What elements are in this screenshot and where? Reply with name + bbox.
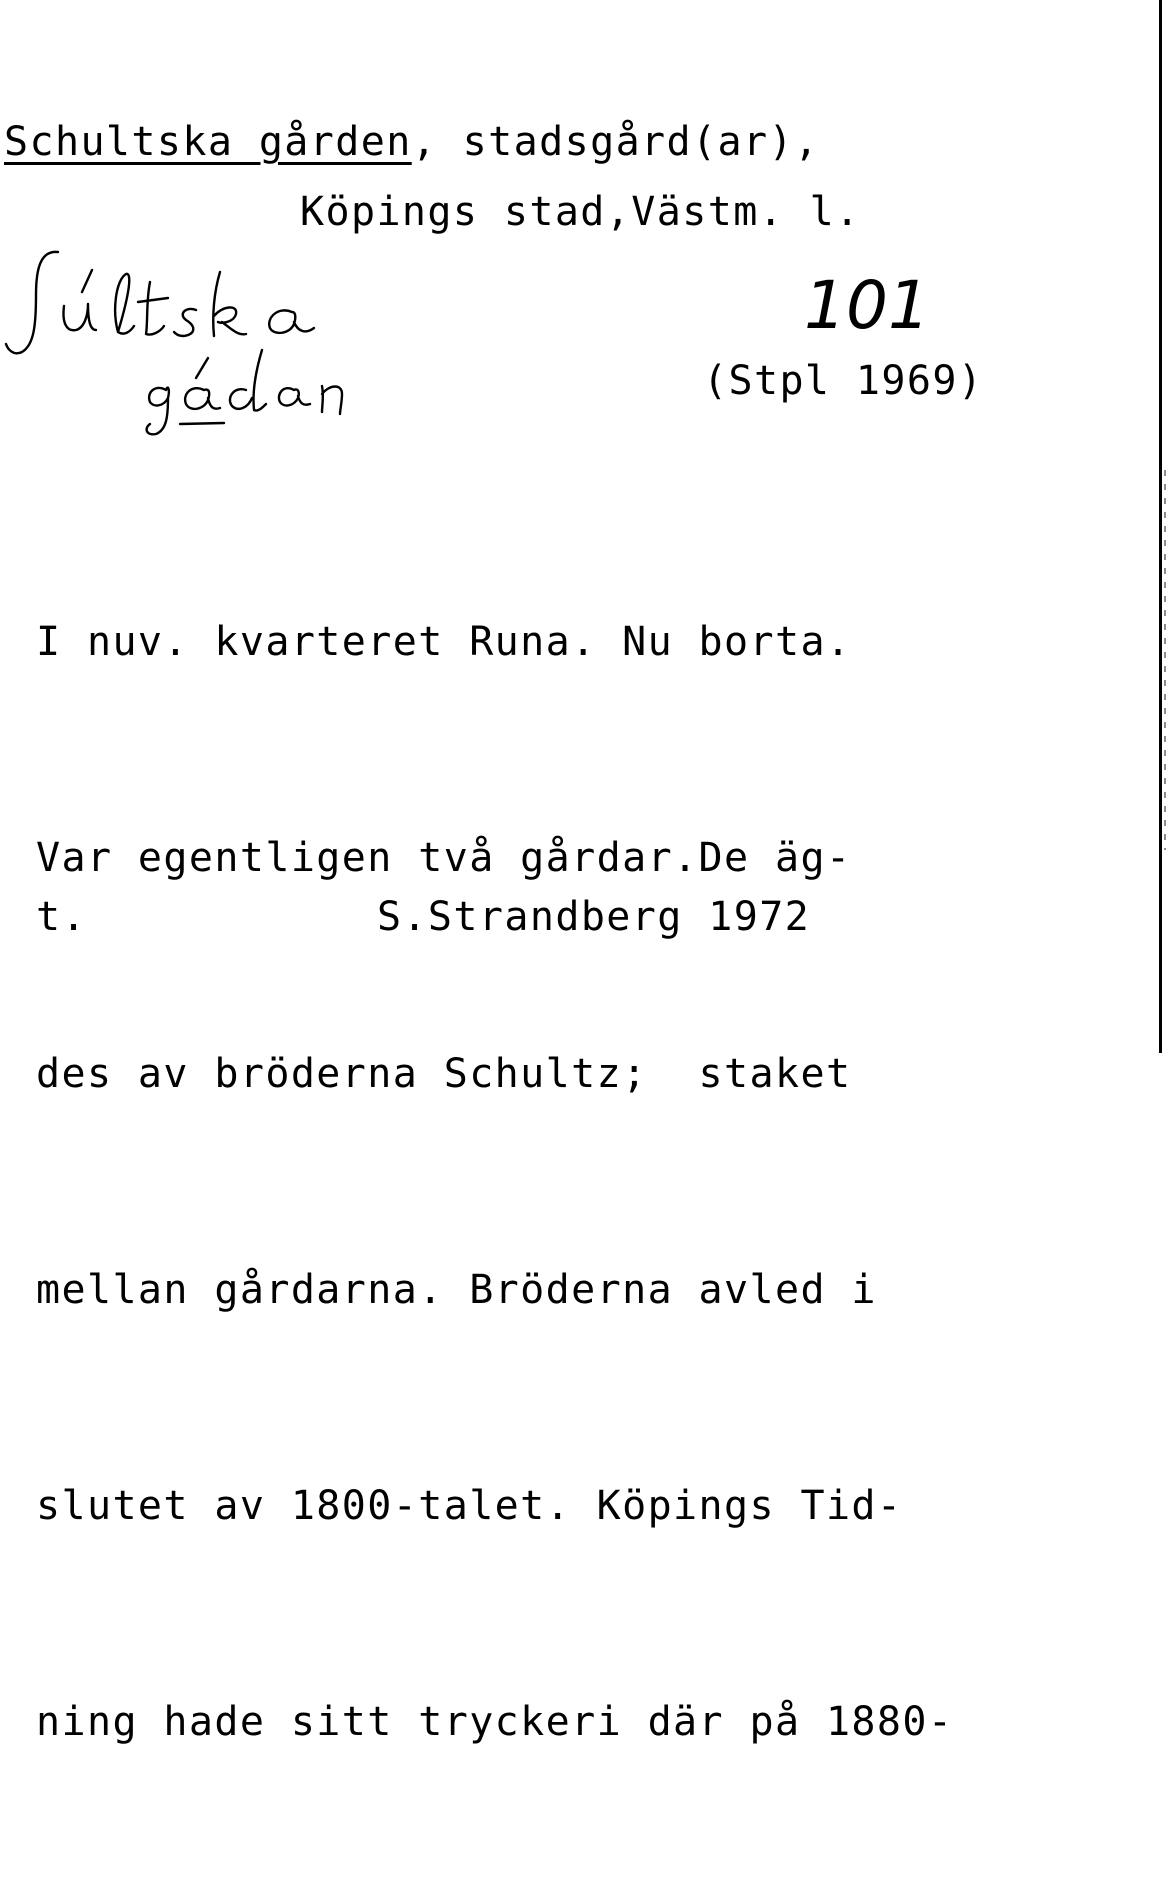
card-body xyxy=(36,462,953,1902)
body-line: slutet av 1800-talet. Köpings Tid- xyxy=(36,1483,903,1529)
body-line: I nuv. kvarteret Runa. Nu borta. xyxy=(36,619,852,665)
body-line: ning hade sitt tryckeri där på 1880- xyxy=(36,1699,954,1745)
body-line: mellan gårdarna. Bröderna avled i xyxy=(36,1267,877,1313)
signature: S.Strandberg 1972 xyxy=(376,894,811,940)
body-line: Var egentligen två gårdar.De äg- xyxy=(36,835,852,881)
source-reference: (Stpl 1969) xyxy=(703,358,984,404)
place-type: , stadsgård(ar), xyxy=(411,119,820,165)
handwritten-note xyxy=(0,240,400,450)
place-name: Schultska gården xyxy=(4,119,412,165)
place-location: Köpings stad,Västm. l. xyxy=(300,189,861,235)
card-number: 101 xyxy=(804,267,930,344)
body-line: des av bröderna Schultz; staket xyxy=(36,1051,852,1097)
card-heading xyxy=(4,119,819,165)
card-edge xyxy=(1159,0,1162,1053)
card-edge-shadow xyxy=(1164,470,1166,850)
card-footer xyxy=(36,894,810,940)
last-line-start: t. xyxy=(36,894,87,940)
